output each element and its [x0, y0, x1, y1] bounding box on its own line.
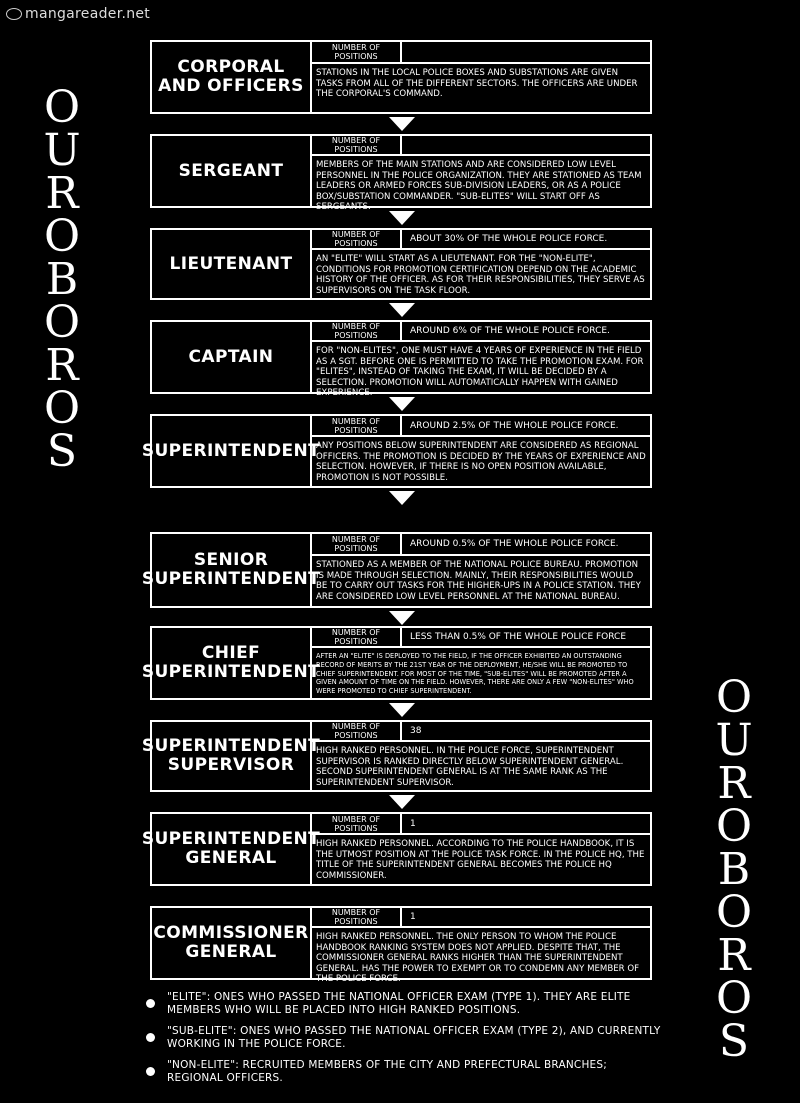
side-letter: O [715, 973, 753, 1024]
positions-label: NUMBER OF POSITIONS [312, 628, 402, 648]
down-arrow-icon [389, 117, 415, 131]
rank-box [150, 228, 652, 300]
positions-label: NUMBER OF POSITIONS [312, 722, 402, 742]
rank-name: SUPERINTENDENT [152, 416, 312, 486]
rank-box [141, 812, 652, 886]
down-arrow-icon [389, 491, 415, 505]
rank-info [312, 628, 650, 698]
positions-label: NUMBER OF POSITIONS [312, 534, 402, 556]
rank-name: CAPTAIN [152, 322, 312, 392]
positions-row [312, 814, 650, 835]
positions-row [312, 322, 650, 342]
note-item [146, 1059, 666, 1084]
positions-value [402, 42, 650, 64]
notes-list [146, 991, 666, 1093]
rank-description: STATIONS IN THE LOCAL POLICE BOXES AND SUBSTATIONS ARE GIVEN TASKS FROM ALL OF THE DIFFERENT SECTORS. THE OFFICERS ARE UNDER THE CORPORAL'S COMMAND. [316, 68, 638, 99]
positions-value: AROUND 2.5% OF THE WHOLE POLICE FORCE. [402, 416, 650, 437]
side-letter: R [717, 930, 751, 981]
note-text: "SUB-ELITE": ONES WHO PASSED THE NATIONAL OFFICER EXAM (TYPE 2), AND CURRENTLY WORKING IN THE POLICE FORCE. [167, 1025, 661, 1050]
side-letter: R [45, 168, 79, 219]
rank-description: HIGH RANKED PERSONNEL. ACCORDING TO THE POLICE HANDBOOK, IT IS THE UTMOST POSITION AT THE POLICE TASK FORCE. IN THE POLICE HQ, THE TITLE OF THE SUPERINTENDENT GENERAL BECOMES THE POLICE HQ COMMISSIONER. [316, 839, 645, 881]
positions-row [312, 230, 650, 250]
side-letter: O [715, 887, 753, 938]
rank-info [312, 42, 650, 112]
rank-name: SENIOR SUPERINTENDENT [152, 534, 312, 606]
positions-label: NUMBER OF POSITIONS [312, 416, 402, 437]
rank-box [141, 532, 652, 608]
down-arrow-icon [389, 303, 415, 317]
rank-box [150, 40, 652, 114]
side-title-left [40, 82, 84, 477]
positions-value: 1 [402, 814, 650, 835]
positions-label: NUMBER OF POSITIONS [312, 230, 402, 250]
side-letter: R [45, 340, 79, 391]
rank-description: STATIONED AS A MEMBER OF THE NATIONAL POLICE BUREAU. PROMOTION IS MADE THROUGH SELECTION. MAINLY, THEIR RESPONSIBILITIES WOULD BE TO CARRY OUT TASKS FOR THE HIGHER-UPS IN A POLICE STATION. THEY ARE CONSIDERED LOW LEVEL PERSONNEL AT THE NATIONAL BUREAU. [316, 560, 641, 602]
rank-description: AFTER AN "ELITE" IS DEPLOYED TO THE FIELD, IF THE OFFICER EXHIBITED AN OUTSTANDING RECORD OF MERITS BY THE 21ST YEAR OF THE DEPLOYMENT, HE/SHE WILL BE PROMOTED TO CHIEF SUPERINTENDENT. FOR MOST OF THE TIME, "SUB-ELITES" WILL BE PROMOTED AFTER A GIVEN AMOUNT OF TIME ON THE FIELD. HOWEVER, THERE ARE ONLY A FEW "NON-ELITES" WHO WERE PROMOTED TO CHIEF SUPERINTENDENT. [316, 652, 634, 696]
positions-row [312, 628, 650, 648]
rank-description: HIGH RANKED PERSONNEL. THE ONLY PERSON TO WHOM THE POLICE HANDBOOK RANKING SYSTEM DOES NOT APPLIED. DESPITE THAT, THE COMMISSIONER GENERAL RANKS HIGHER THAN THE SUPERINTENDENT GENERAL. HAS THE POWER TO EXEMPT OR TO CONDEMN ANY MEMBER OF THE POLICE FORCE. [316, 932, 640, 984]
side-letter: U [715, 715, 753, 766]
rank-box [150, 320, 652, 398]
side-letter: O [43, 82, 81, 133]
positions-row [312, 416, 650, 437]
positions-value: 1 [402, 908, 650, 928]
positions-value: 38 [402, 722, 650, 742]
rank-description: MEMBERS OF THE MAIN STATIONS AND ARE CONSIDERED LOW LEVEL PERSONNEL IN THE POLICE ORGANIZATION. THEY ARE STATIONED AS TEAM LEADERS OR ARMED FORCES SUB-DIVISION LEADERS, OR AS A POLICE BOX/SUBSTATION COMMANDER. "SUB-ELITES" WILL START OFF AS SERGEANTS. [316, 160, 642, 212]
positions-label: NUMBER OF POSITIONS [312, 908, 402, 928]
down-arrow-icon [389, 703, 415, 717]
side-letter: O [715, 801, 753, 852]
positions-value: ABOUT 30% OF THE WHOLE POLICE FORCE. [402, 230, 650, 250]
watermark-text: mangareader.net [25, 6, 151, 22]
down-arrow-icon [389, 611, 415, 625]
rank-box [141, 720, 652, 792]
logo-icon [6, 8, 22, 20]
rank-name: CORPORAL AND OFFICERS [152, 42, 312, 112]
rank-description: ANY POSITIONS BELOW SUPERINTENDENT ARE CONSIDERED AS REGIONAL OFFICERS. THE PROMOTION IS DECIDED BY THE YEARS OF EXPERIENCE AND SELECTION. HOWEVER, IF THERE IS NO OPEN POSITION AVAILABLE, PROMOTION IS NOT POSSIBLE. [316, 441, 646, 483]
side-letter: B [717, 844, 751, 895]
side-letter: O [715, 672, 753, 723]
rank-name: SUPERINTENDENT SUPERVISOR [152, 722, 312, 790]
positions-label: NUMBER OF POSITIONS [312, 42, 402, 64]
positions-label: NUMBER OF POSITIONS [312, 136, 402, 156]
rank-info [312, 534, 650, 606]
bullet-icon [146, 1067, 155, 1076]
rank-info [312, 814, 650, 884]
positions-row [312, 534, 650, 556]
positions-value [402, 136, 650, 156]
positions-row [312, 722, 650, 742]
positions-value: AROUND 0.5% OF THE WHOLE POLICE FORCE. [402, 534, 650, 556]
positions-value: AROUND 6% OF THE WHOLE POLICE FORCE. [402, 322, 650, 342]
side-letter: S [46, 426, 78, 477]
side-title-right [712, 672, 756, 1067]
rank-info [312, 136, 650, 212]
rank-info [312, 322, 650, 398]
rank-box [150, 134, 652, 212]
bullet-icon [146, 999, 155, 1008]
down-arrow-icon [389, 795, 415, 809]
rank-description: AN "ELITE" WILL START AS A LIEUTENANT. FOR THE "NON-ELITE", CONDITIONS FOR PROMOTION CERTIFICATION DEPEND ON THE ACADEMIC HISTORY OF THE OFFICER. AS FOR THEIR RESPONSIBILITIES, THEY SERVE AS SUPERVISORS ON THE TASK FLOOR. [316, 254, 645, 296]
watermark [6, 6, 150, 22]
down-arrow-icon [389, 211, 415, 225]
rank-name: SERGEANT [152, 136, 312, 206]
down-arrow-icon [389, 397, 415, 411]
note-item [146, 991, 666, 1016]
positions-label: NUMBER OF POSITIONS [312, 322, 402, 342]
rank-name: CHIEF SUPERINTENDENT [152, 628, 312, 698]
rank-name: LIEUTENANT [152, 230, 312, 298]
note-item [146, 1025, 666, 1050]
rank-box [141, 414, 652, 488]
side-letter: O [43, 297, 81, 348]
side-letter: R [717, 758, 751, 809]
rank-name: SUPERINTENDENT GENERAL [152, 814, 312, 884]
rank-description: HIGH RANKED PERSONNEL. IN THE POLICE FORCE, SUPERINTENDENT SUPERVISOR IS RANKED DIRECTLY BELOW SUPERINTENDENT GENERAL. SECOND SUPERINTENDENT GENERAL IS AT THE SAME RANK AS THE SUPERINTENDENT SUPERVISOR. [316, 746, 624, 788]
note-text: "ELITE": ONES WHO PASSED THE NATIONAL OFFICER EXAM (TYPE 1). THEY ARE ELITE MEMBERS WHO WILL BE PLACED INTO HIGH RANKED POSITIONS. [167, 991, 631, 1016]
rank-name: COMMISSIONER GENERAL [152, 908, 312, 978]
note-text: "NON-ELITE": RECRUITED MEMBERS OF THE CITY AND PREFECTURAL BRANCHES; REGIONAL OFFICERS. [167, 1059, 607, 1084]
bullet-icon [146, 1033, 155, 1042]
side-letter: O [43, 383, 81, 434]
rank-info [312, 416, 650, 486]
side-letter: B [45, 254, 79, 305]
rank-info [312, 722, 650, 790]
rank-info [312, 230, 650, 298]
side-letter: U [43, 125, 81, 176]
positions-row [312, 42, 650, 64]
rank-description: FOR "NON-ELITES", ONE MUST HAVE 4 YEARS OF EXPERIENCE IN THE FIELD AS A SGT. BEFORE ONE IS PERMITTED TO TAKE THE PROMOTION EXAM. FOR "ELITES", INSTEAD OF TAKING THE EXAM, IT WILL BE DECIDED BY A SELECTION. PROMOTION WILL AUTOMATICALLY HAPPEN WITH GAINED EXPERIENCE. [316, 346, 644, 398]
positions-row [312, 908, 650, 928]
side-letter: O [43, 211, 81, 262]
rank-box [150, 906, 652, 984]
side-letter: S [718, 1016, 750, 1067]
rank-info [312, 908, 650, 984]
positions-row [312, 136, 650, 156]
positions-value: LESS THAN 0.5% OF THE WHOLE POLICE FORCE [402, 628, 650, 648]
rank-box [141, 626, 652, 700]
positions-label: NUMBER OF POSITIONS [312, 814, 402, 835]
